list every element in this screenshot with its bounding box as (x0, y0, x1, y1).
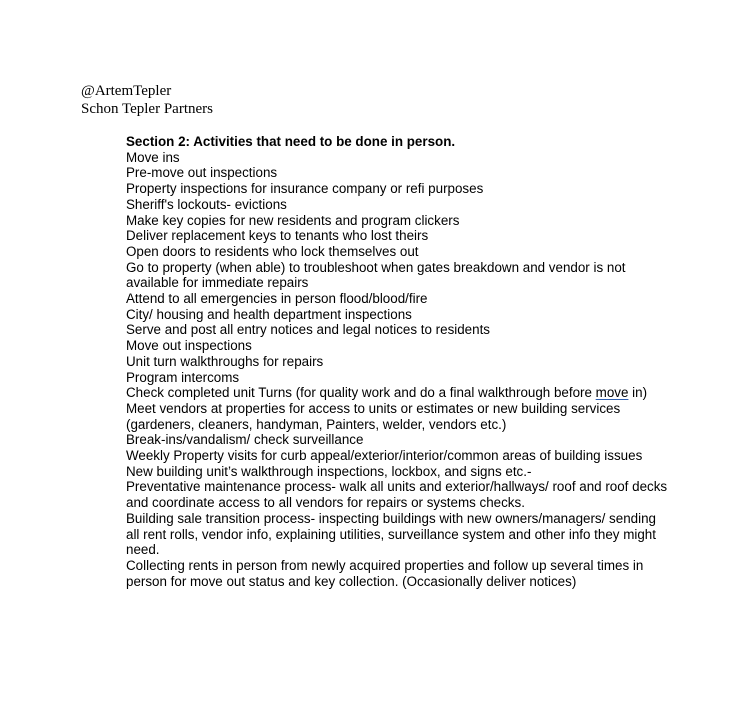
list-item: Deliver replacement keys to tenants who lost theirs (126, 228, 429, 244)
spellcheck-underlined-word: move (595, 385, 629, 401)
list-item: New building unit’s walkthrough inspections, lockbox, and signs etc.- (126, 463, 532, 479)
list-item: Building sale transition process- inspecting buildings with new owners/managers/ sending all rent rolls, vendor info, explaining utilities, surveillance system and other info they might need. (126, 510, 656, 558)
list-item: Property inspections for insurance company or refi purposes (126, 181, 484, 197)
list-item: Weekly Property visits for curb appeal/exterior/interior/common areas of building issues (126, 448, 643, 464)
list-item: Sheriff's lockouts- evictions (126, 196, 287, 212)
company-name: Schon Tepler Partners (81, 101, 213, 117)
list-item: Preventative maintenance process- walk all units and exterior/hallways/ roof and roof decks and coordinate access to all vendors for repairs or systems checks. (126, 479, 668, 511)
list-item: Serve and post all entry notices and legal notices to residents (126, 322, 490, 338)
document-header (81, 82, 213, 118)
list-item: Pre-move out inspections (126, 165, 278, 181)
list-item: Unit turn walkthroughs for repairs (126, 353, 324, 369)
activities-section (126, 134, 671, 589)
list-item-text: in) (628, 385, 648, 401)
list-item-text: Check completed unit Turns (for quality work and do a final walkthrough before (126, 385, 596, 401)
list-item: Make key copies for new residents and program clickers (126, 212, 460, 228)
list-item: Move ins (126, 149, 180, 165)
list-item: Open doors to residents who lock themselves out (126, 243, 419, 259)
list-item: Meet vendors at properties for access to units or estimates or new building services (gardeners, cleaners, handyman, Painters, welder, vendors etc.) (126, 400, 621, 432)
list-item: City/ housing and health department inspections (126, 306, 412, 322)
list-item: Go to property (when able) to troubleshoot when gates breakdown and vendor is not available for immediate repairs (126, 259, 626, 291)
list-item: Break-ins/vandalism/ check surveillance (126, 432, 364, 448)
list-item-check-turns (126, 385, 671, 401)
list-item: Attend to all emergencies in person flood/blood/fire (126, 291, 428, 307)
section-title: Section 2: Activities that need to be done in person. (126, 134, 456, 149)
list-item: Program intercoms (126, 369, 240, 385)
list-item: Collecting rents in person from newly acquired properties and follow up several times in person for move out status and key collection. (Occasionally deliver notices) (126, 557, 644, 589)
author-handle: @ArtemTepler (81, 83, 172, 99)
list-item: Move out inspections (126, 338, 252, 354)
